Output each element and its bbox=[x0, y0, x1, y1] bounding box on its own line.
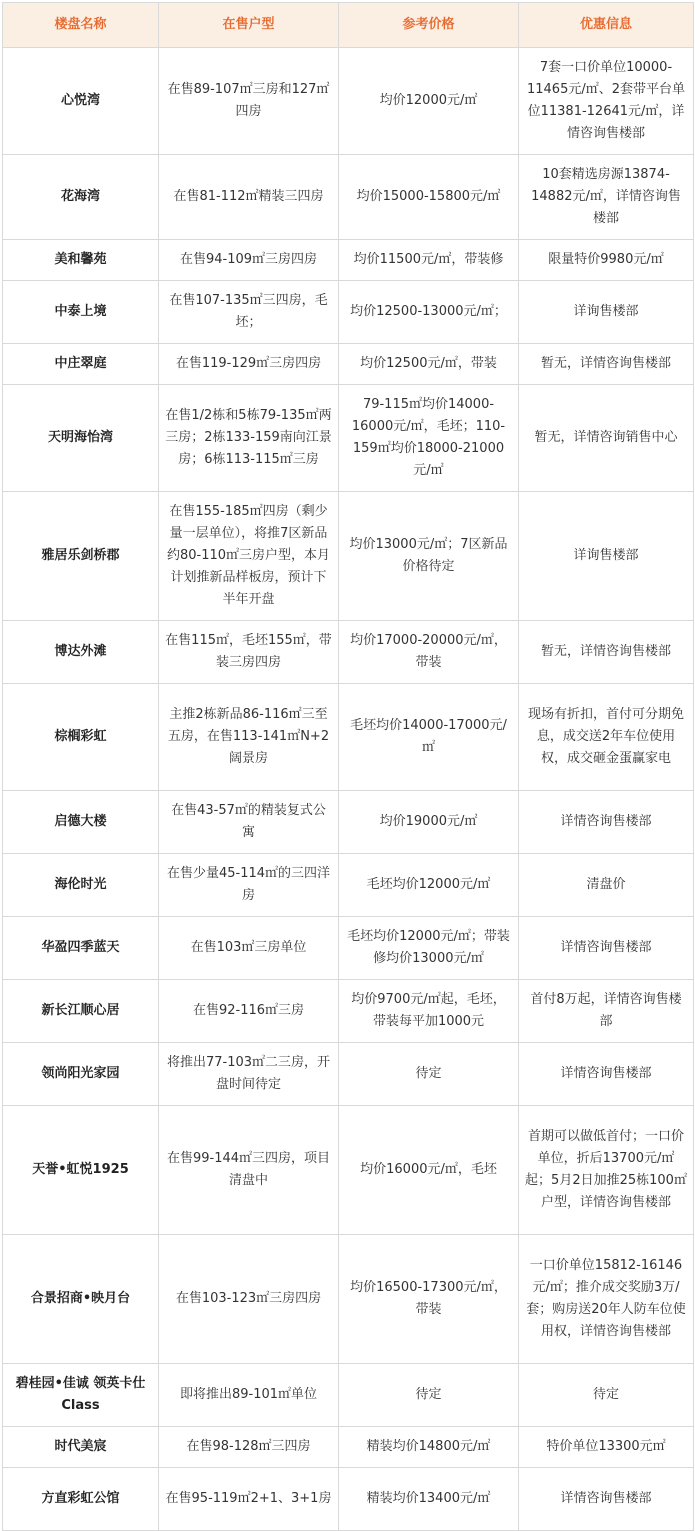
cell-price: 均价9700元/㎡起，毛坯，带装每平加1000元 bbox=[339, 980, 519, 1043]
cell-offer: 详询售楼部 bbox=[519, 281, 694, 344]
cell-offer: 10套精选房源13874-14882元/㎡，详情咨询售楼部 bbox=[519, 155, 694, 240]
table-row bbox=[3, 344, 694, 385]
table-row bbox=[3, 917, 694, 980]
cell-price: 79-115㎡均价14000-16000元/㎡，毛坯；110-159㎡均价18000-21000元/㎡ bbox=[339, 385, 519, 492]
cell-property-name: 碧桂园•佳诚 领英卡仕Class bbox=[3, 1364, 159, 1427]
cell-units: 在售94-109㎡三房四房 bbox=[159, 240, 339, 281]
cell-offer: 暂无，详情咨询售楼部 bbox=[519, 344, 694, 385]
cell-property-name: 领尚阳光家园 bbox=[3, 1043, 159, 1106]
cell-property-name: 合景招商•映月台 bbox=[3, 1235, 159, 1364]
cell-price: 待定 bbox=[339, 1043, 519, 1106]
header-units: 在售户型 bbox=[159, 3, 339, 48]
cell-price: 均价12500元/㎡，带装 bbox=[339, 344, 519, 385]
cell-units: 在售43-57㎡的精装复式公寓 bbox=[159, 791, 339, 854]
table-row bbox=[3, 684, 694, 791]
cell-offer: 一口价单位15812-16146元/㎡；推介成交奖励3万/套；购房送20年人防车位使用权，详情咨询售楼部 bbox=[519, 1235, 694, 1364]
cell-offer: 详询售楼部 bbox=[519, 492, 694, 621]
cell-property-name: 方直彩虹公馆 bbox=[3, 1468, 159, 1531]
table-row bbox=[3, 854, 694, 917]
table-body bbox=[3, 48, 694, 1531]
table-row bbox=[3, 1364, 694, 1427]
cell-price: 均价12000元/㎡ bbox=[339, 48, 519, 155]
cell-property-name: 新长江顺心居 bbox=[3, 980, 159, 1043]
cell-units: 在售155-185㎡四房（剩少量一层单位），将推7区新品约80-110㎡三房户型，本月计划推新品样板房，预计下半年开盘 bbox=[159, 492, 339, 621]
cell-offer: 详情咨询售楼部 bbox=[519, 917, 694, 980]
cell-property-name: 棕榈彩虹 bbox=[3, 684, 159, 791]
property-table bbox=[2, 2, 694, 1531]
cell-price: 均价19000元/㎡ bbox=[339, 791, 519, 854]
cell-price: 待定 bbox=[339, 1364, 519, 1427]
cell-units: 在售92-116㎡三房 bbox=[159, 980, 339, 1043]
cell-price: 均价13000元/㎡；7区新品价格待定 bbox=[339, 492, 519, 621]
table-row bbox=[3, 1106, 694, 1235]
cell-units: 将推出77-103㎡二三房，开盘时间待定 bbox=[159, 1043, 339, 1106]
cell-offer: 暂无，详情咨询销售中心 bbox=[519, 385, 694, 492]
cell-property-name: 天誉•虹悦1925 bbox=[3, 1106, 159, 1235]
table-row bbox=[3, 791, 694, 854]
table-row bbox=[3, 385, 694, 492]
cell-offer: 7套一口价单位10000-11465元/㎡、2套带平台单位11381-12641元/㎡，详情咨询售楼部 bbox=[519, 48, 694, 155]
cell-property-name: 花海湾 bbox=[3, 155, 159, 240]
table-row bbox=[3, 492, 694, 621]
cell-offer: 特价单位13300元㎡ bbox=[519, 1427, 694, 1468]
table-row bbox=[3, 1043, 694, 1106]
cell-price: 毛坯均价14000-17000元/㎡ bbox=[339, 684, 519, 791]
table-row bbox=[3, 240, 694, 281]
cell-price: 毛坯均价12000元/㎡ bbox=[339, 854, 519, 917]
cell-property-name: 雅居乐剑桥郡 bbox=[3, 492, 159, 621]
cell-price: 均价11500元/㎡，带装修 bbox=[339, 240, 519, 281]
header-name: 楼盘名称 bbox=[3, 3, 159, 48]
header-offer: 优惠信息 bbox=[519, 3, 694, 48]
cell-property-name: 启德大楼 bbox=[3, 791, 159, 854]
cell-property-name: 海伦时光 bbox=[3, 854, 159, 917]
table-header-row bbox=[3, 3, 694, 48]
table-row bbox=[3, 155, 694, 240]
cell-offer: 首付8万起，详情咨询售楼部 bbox=[519, 980, 694, 1043]
cell-price: 均价16500-17300元/㎡，带装 bbox=[339, 1235, 519, 1364]
cell-property-name: 中庄翠庭 bbox=[3, 344, 159, 385]
cell-units: 在售95-119㎡2+1、3+1房 bbox=[159, 1468, 339, 1531]
cell-offer: 详情咨询售楼部 bbox=[519, 791, 694, 854]
cell-property-name: 美和馨苑 bbox=[3, 240, 159, 281]
cell-units: 在售99-144㎡三四房，项目清盘中 bbox=[159, 1106, 339, 1235]
cell-offer: 现场有折扣，首付可分期免息，成交送2年车位使用权，成交砸金蛋赢家电 bbox=[519, 684, 694, 791]
cell-units: 主推2栋新品86-116㎡三至五房，在售113-141㎡N+2阔景房 bbox=[159, 684, 339, 791]
cell-price: 均价16000元/㎡，毛坯 bbox=[339, 1106, 519, 1235]
cell-units: 在售98-128㎡三四房 bbox=[159, 1427, 339, 1468]
table-row bbox=[3, 1235, 694, 1364]
cell-offer: 详情咨询售楼部 bbox=[519, 1468, 694, 1531]
cell-property-name: 心悦湾 bbox=[3, 48, 159, 155]
table-row bbox=[3, 980, 694, 1043]
cell-offer: 首期可以做低首付；一口价单位，折后13700元/㎡起；5月2日加推25栋100㎡户型，详情咨询售楼部 bbox=[519, 1106, 694, 1235]
cell-units: 在售89-107㎡三房和127㎡四房 bbox=[159, 48, 339, 155]
cell-units: 在售81-112㎡精装三四房 bbox=[159, 155, 339, 240]
cell-property-name: 华盈四季蓝天 bbox=[3, 917, 159, 980]
cell-price: 均价15000-15800元/㎡ bbox=[339, 155, 519, 240]
cell-property-name: 时代美宸 bbox=[3, 1427, 159, 1468]
table-row bbox=[3, 281, 694, 344]
cell-offer: 限量特价9980元/㎡ bbox=[519, 240, 694, 281]
cell-offer: 暂无，详情咨询售楼部 bbox=[519, 621, 694, 684]
table-row bbox=[3, 1468, 694, 1531]
table-row bbox=[3, 621, 694, 684]
cell-units: 在售107-135㎡三四房，毛坯； bbox=[159, 281, 339, 344]
cell-offer: 待定 bbox=[519, 1364, 694, 1427]
cell-property-name: 博达外滩 bbox=[3, 621, 159, 684]
cell-offer: 清盘价 bbox=[519, 854, 694, 917]
cell-units: 在售103-123㎡三房四房 bbox=[159, 1235, 339, 1364]
header-price: 参考价格 bbox=[339, 3, 519, 48]
table-row bbox=[3, 1427, 694, 1468]
cell-price: 精装均价14800元/㎡ bbox=[339, 1427, 519, 1468]
cell-price: 均价17000-20000元/㎡，带装 bbox=[339, 621, 519, 684]
cell-units: 在售115㎡，毛坯155㎡，带装三房四房 bbox=[159, 621, 339, 684]
cell-units: 在售119-129㎡三房四房 bbox=[159, 344, 339, 385]
cell-offer: 详情咨询售楼部 bbox=[519, 1043, 694, 1106]
cell-units: 在售1/2栋和5栋79-135㎡两三房；2栋133-159南向江景房；6栋113-115㎡三房 bbox=[159, 385, 339, 492]
cell-property-name: 中泰上境 bbox=[3, 281, 159, 344]
table-row bbox=[3, 48, 694, 155]
cell-property-name: 天明海怡湾 bbox=[3, 385, 159, 492]
cell-units: 在售少量45-114㎡的三四洋房 bbox=[159, 854, 339, 917]
cell-price: 精装均价13400元/㎡ bbox=[339, 1468, 519, 1531]
cell-units: 在售103㎡三房单位 bbox=[159, 917, 339, 980]
cell-units: 即将推出89-101㎡单位 bbox=[159, 1364, 339, 1427]
cell-price: 均价12500-13000元/㎡； bbox=[339, 281, 519, 344]
cell-price: 毛坯均价12000元/㎡；带装修均价13000元/㎡ bbox=[339, 917, 519, 980]
